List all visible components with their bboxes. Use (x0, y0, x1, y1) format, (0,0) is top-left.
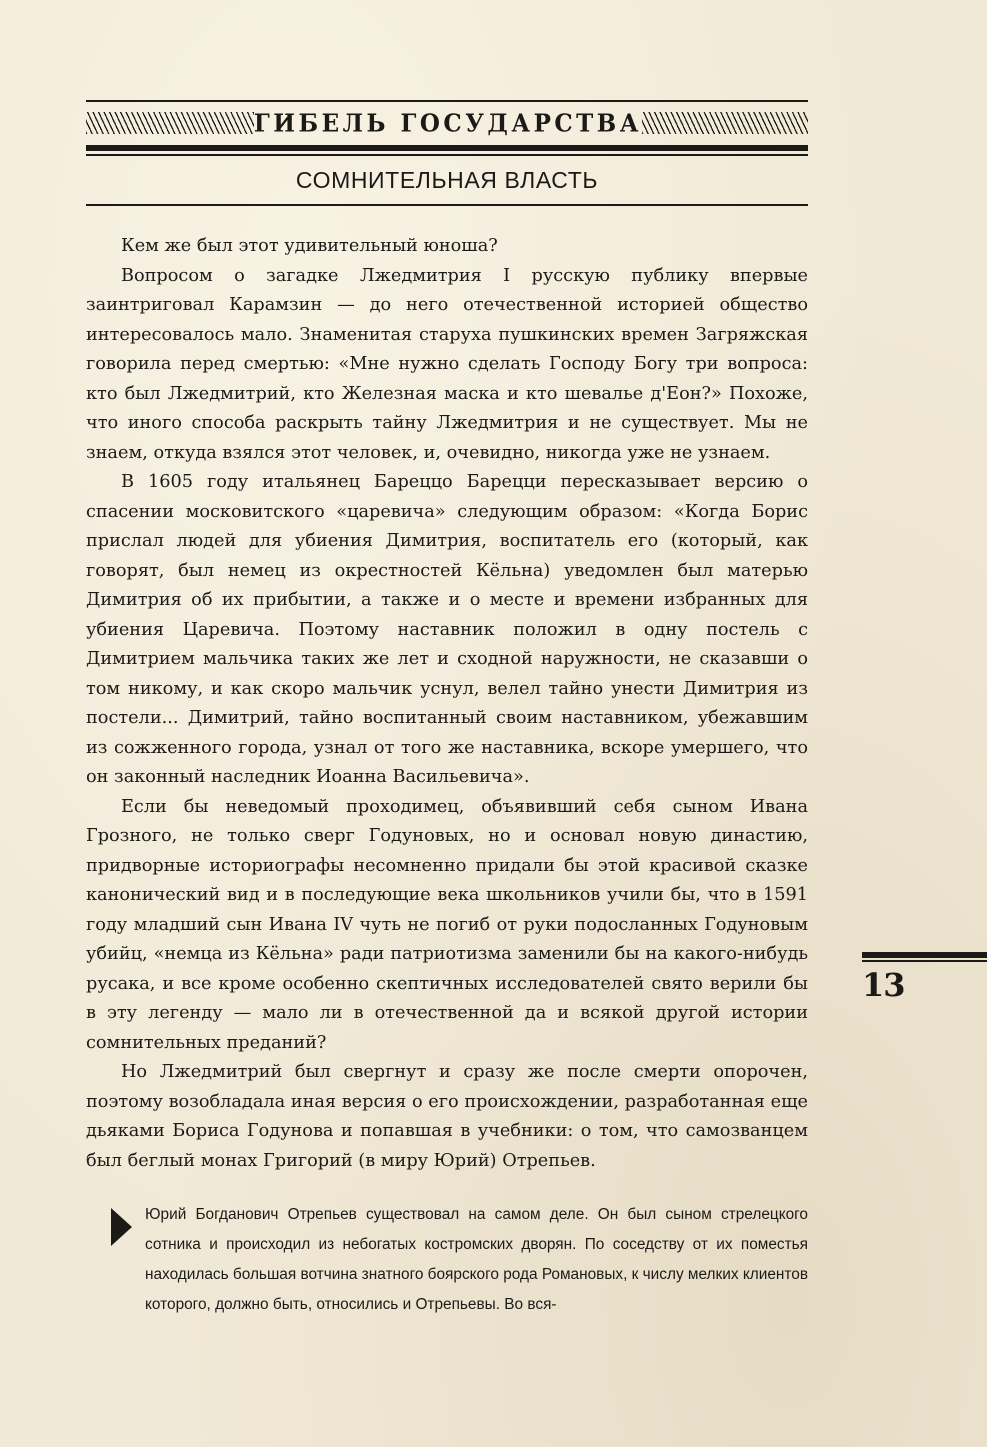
page-number: 13 (862, 966, 905, 1004)
header-hatch-left (86, 112, 254, 134)
triangle-marker-icon (111, 1208, 132, 1246)
sidebar-text: Юрий Богданович Отрепьев существовал на самом деле. Он был сыном стрелецкого сотника и происходил из небогатых костромских дворян. По соседству от их поместья находилась большая вотчина знатного боярского рода Романовых, к числу мелких клиентов которого, должно быть, относились и Отрепьевы. Во вся- (145, 1206, 808, 1313)
paragraph: Вопросом о загадке Лжедмитрия I русскую публику впервые заинтриговал Карамзин — до него отечественной историей общество интересовалось мало. Знаменитая старуха пушкинских времен Загряжская говорила перед смертью: «Мне нужно сделать Господу Богу три вопроса: кто был Лжедмитрий, кто Железная маска и кто шевалье д'Еон?» Похоже, что иного способа раскрыть тайну Лжедмитрия и не существует. Мы не знаем, откуда взялся этот человек, и, очевидно, никогда уже не узнаем. (86, 265, 808, 463)
section-title: СОМНИТЕЛЬНАЯ ВЛАСТЬ (295, 167, 599, 193)
paragraph: Но Лжедмитрий был свергнут и сразу же после смерти опорочен, поэтому возобладала иная версия о его происхождении, разработанная еще дьяками Бориса Годунова и попавшая в учебники: о том, что самозванцем был беглый монах Григорий (в миру Юрий) Отрепьев. (86, 1062, 808, 1171)
page-tab-thin-rule (862, 960, 987, 962)
sidebar-note (111, 1200, 808, 1320)
paragraph: Кем же был этот удивительный юноша? (121, 236, 498, 256)
section-rule (86, 204, 808, 206)
chapter-header (86, 108, 808, 138)
page-tab-thick-rule (862, 952, 987, 958)
header-hatch-right (642, 112, 808, 134)
paragraph: Если бы неведомый проходимец, объявивший себя сыном Ивана Грозного, не только сверг Годуновых, но и основал новую династию, придворные историографы несомненно придали бы этой красивой сказке канонический вид и в последующие века школьников учили бы, что в 1591 году младший сын Ивана IV чуть не погиб от руки подосланных Годуновым убийц, «немца из Кёльна» ради патриотизма заменили бы на какого-нибудь русака, и все кроме особенно скептичных исследователей свято верили бы в эту легенду — мало ли в отечественной да и всякой другой истории сомнительных преданий? (86, 796, 808, 1053)
chapter-title: ГИБЕЛЬ ГОСУДАРСТВА (253, 108, 642, 138)
header-thin-rule (86, 154, 808, 156)
header-thick-rule (86, 145, 808, 151)
header-top-rule (86, 100, 808, 102)
body-text (86, 232, 808, 1176)
paragraph: В 1605 году итальянец Бареццо Барецци пересказывает версию о спасении московитского «царевича» следующим образом: «Когда Борис прислал людей для убиения Димитрия, воспитатель его (который, как говорят, был немец из окрестностей Кёльна) уведомлен был матерью Димитрия об их прибытии, а также и о месте и времени избранных для убиения Царевича. Поэтому наставник положил в одну постель с Димитрием мальчика таких же лет и сходной наружности, не сказавши о том никому, и как скоро мальчик уснул, велел тайно унести Димитрия из постели... Димитрий, тайно воспитанный своим наставником, убежавшим из сожженного города, узнал от того же наставника, вскоре умершего, что он законный наследник Иоанна Васильевича». (86, 472, 808, 787)
